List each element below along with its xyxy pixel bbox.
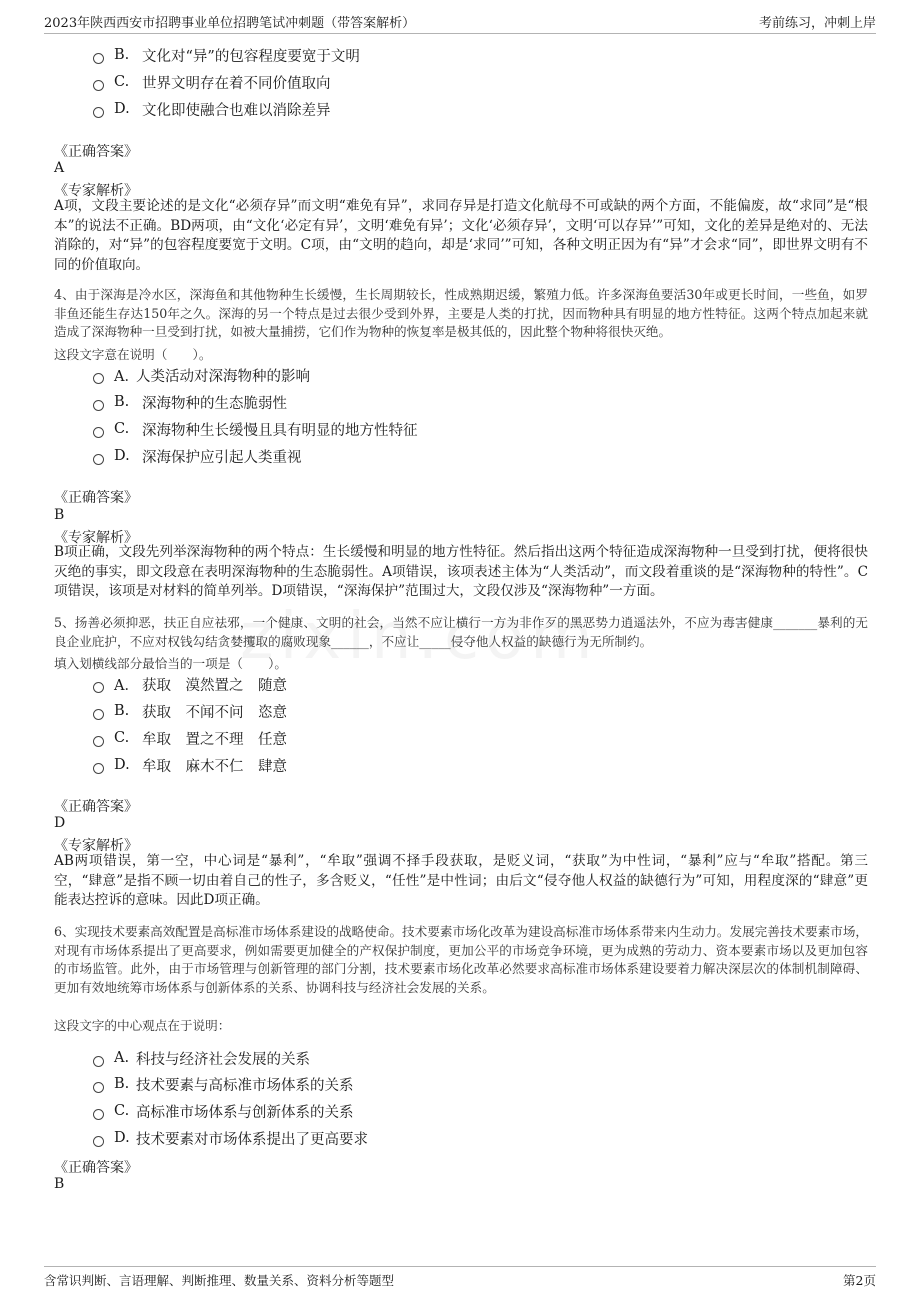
q4-option-b[interactable] (93, 391, 287, 413)
expert-analysis-label: 《专家解析》 (54, 183, 138, 199)
radio-icon[interactable] (93, 427, 104, 438)
radio-icon[interactable] (93, 454, 104, 465)
correct-answer-label: 《正确答案》 (54, 490, 138, 506)
radio-icon[interactable] (93, 53, 104, 64)
option-text: 高标准市场体系与创新体系的关系 (136, 1104, 354, 1121)
q4-option-c[interactable] (93, 418, 418, 440)
q6-option-d[interactable] (93, 1127, 368, 1149)
radio-icon[interactable] (93, 763, 104, 774)
correct-answer-label: 《正确答案》 (54, 1160, 138, 1176)
option-text: 深海物种生长缓慢且具有明显的地方性特征 (142, 422, 418, 439)
option-text: 技术要素对市场体系提出了更高要求 (136, 1131, 368, 1148)
radio-icon[interactable] (93, 1109, 104, 1120)
q4-question: 4、由于深海是冷水区，深海鱼和其他物种生长缓慢，生长周期较长，性成熟期迟缓，繁殖力低。许多深海鱼要活30年或更长时间，一些鱼，如罗非鱼还能生存达150年之久。深海的另一个特点是过去很少受到外界，主要是人类的打扰，因而物种具有明显的地方性特征。这两个特点加起来就造成了深海物种一旦受到打扰，如被大量捕捞，它们作为物种的恢复率是极其低的，因此整个物种将很快灭绝。 (54, 287, 868, 339)
q3-analysis: A项，文段主要论述的是文化“必须存异”而文明“难免有异”，求同存异是打造文化航母不可或缺的两个方面，不能偏废，故“求同”是“根本”的说法不正确。BD两项，由“文化‘必定有异’，文明‘难免有异’；文化‘必须存异’，文明‘可以存异’”可知，文化的差异是绝对的、无法消除的，对“异”的包容程度要宽于文明。C项，由“文明的趋向，却是‘求同’”可知，各种文明正因为有“异”才会求“同”，即世界文明有不同的价值取向。 (54, 198, 868, 273)
option-text: 技术要素与高标准市场体系的关系 (136, 1077, 354, 1094)
q6-option-b[interactable] (93, 1073, 354, 1095)
header-rule (44, 33, 876, 34)
option-letter: B. (114, 703, 130, 719)
correct-answer-label: 《正确答案》 (54, 799, 138, 815)
option-text: 人类活动对深海物种的影响 (136, 368, 310, 385)
option-letter: D. (114, 757, 130, 773)
q5-option-b[interactable] (93, 700, 287, 722)
q4-stem: 这段文字意在说明（ ）。 (54, 347, 212, 362)
q5-question: 5、扬善必须抑恶，扶正自应祛邪，一个健康、文明的社会，当然不应让横行一方为非作歹的黑恶势力逍遥法外，不应为毒害健康_______暴利的无良企业庇护，不应对权钱勾结贪婪攫取的腐败现象______，不应让_____侵夺他人权益的缺德行为无所制约。 (54, 615, 868, 649)
footer-rule (44, 1266, 876, 1267)
q6-question: 6、实现技术要素高效配置是高标准市场体系建设的战略使命。技术要素市场化改革为建设高标准市场体系带来内生动力。发展完善技术要素市场，对现有市场体系提出了更高要求，例如需要更加健全的产权保护制度，更加公平的市场竞争环境，更为成熟的劳动力、资本要素市场以及更加包容的市场监管。此外，由于市场管理与创新管理的部门分割，技术要素市场化改革必然要求高标准市场体系建设要着力解决深层次的体制机制障碍、更加有效地统筹市场体系与创新体系的关系、协调科技与经济社会发展的关系。 (54, 924, 869, 995)
q5-analysis: AB两项错误，第一空，中心词是“暴利”，“牟取”强调不择手段获取，是贬义词，“获取”为中性词，“暴利”应与“牟取”搭配。第三空，“肆意”是指不顾一切由着自己的性子，多含贬义，“任性”是中性词；由后文“侵夺他人权益的缺德行为”可知，用程度深的“肆意”更能表达控诉的意味。因此D项正确。 (54, 853, 868, 908)
q6-option-c[interactable] (93, 1100, 354, 1122)
q4-analysis: B项正确，文段先列举深海物种的两个特点：生长缓慢和明显的地方性特征。然后指出这两个特征造成深海物种一旦受到打扰，便将很快灭绝的事实，即文段意在表明深海物种的生态脆弱性。A项错误，该项表述主体为“人类活动”，而文段着重谈的是“深海物种的特性”。C项错误，该项是对材料的简单列举。D项错误，“深海保护”范围过大，文段仅涉及“深海物种”一方面。 (54, 544, 868, 599)
option-text: 科技与经济社会发展的关系 (136, 1051, 310, 1068)
radio-icon[interactable] (93, 1082, 104, 1093)
q3-option-c[interactable] (93, 71, 331, 93)
option-letter: B. (114, 1076, 130, 1092)
option-text: 牟取 置之不理 任意 (142, 731, 287, 748)
option-letter: B. (114, 47, 130, 63)
option-letter: A． (114, 677, 139, 694)
q4-answer: B (54, 507, 65, 523)
option-text: 牟取 麻木不仁 肆意 (142, 758, 287, 775)
option-letter: C. (114, 730, 130, 746)
option-letter: D. (114, 1130, 130, 1146)
option-letter: C. (114, 1103, 130, 1119)
footer-topics: 含常识判断、言语理解、判断推理、数量关系、资料分析等题型 (44, 1273, 395, 1288)
q5-option-d[interactable] (93, 754, 287, 776)
q3-answer: A (54, 160, 65, 176)
q5-stem: 填入划横线部分最恰当的一项是（ ）。 (54, 656, 287, 671)
option-letter: A． (114, 368, 139, 385)
q4-option-d[interactable] (93, 445, 302, 467)
option-text: 深海保护应引起人类重视 (142, 449, 302, 466)
q3-option-b[interactable] (93, 44, 360, 66)
radio-icon[interactable] (93, 1136, 104, 1147)
document-title: 2023年陕西西安市招聘事业单位招聘笔试冲刺题（带答案解析） (44, 16, 416, 31)
radio-icon[interactable] (93, 373, 104, 384)
option-letter: D. (114, 448, 130, 464)
page-number: 第2页 (843, 1273, 876, 1288)
option-letter: A. (114, 1050, 130, 1066)
expert-analysis-label: 《专家解析》 (54, 838, 138, 854)
q4-option-a[interactable] (93, 364, 310, 386)
radio-icon[interactable] (93, 709, 104, 720)
correct-answer-label: 《正确答案》 (54, 144, 138, 160)
option-text: 文化即使融合也难以消除差异 (142, 102, 331, 119)
radio-icon[interactable] (93, 80, 104, 91)
option-letter: D. (114, 101, 130, 117)
radio-icon[interactable] (93, 1056, 104, 1067)
radio-icon[interactable] (93, 107, 104, 118)
q5-option-c[interactable] (93, 727, 287, 749)
option-text: 获取 漠然置之 随意 (142, 677, 287, 694)
q6-answer: B (54, 1176, 65, 1192)
option-letter: C. (114, 74, 130, 90)
option-text: 获取 不闻不问 恣意 (142, 704, 287, 721)
option-letter: C. (114, 421, 130, 437)
option-text: 深海物种的生态脆弱性 (142, 395, 287, 412)
header-slogan: 考前练习，冲刺上岸 (758, 16, 876, 31)
radio-icon[interactable] (93, 682, 104, 693)
q6-option-a[interactable] (93, 1047, 310, 1069)
option-text: 文化对“异”的包容程度要宽于文明 (142, 48, 360, 65)
q5-answer: D (54, 815, 66, 831)
option-text: 世界文明存在着不同价值取向 (142, 75, 331, 92)
q6-stem: 这段文字的中心观点在于说明： (54, 1018, 231, 1033)
q5-option-a[interactable] (93, 673, 287, 695)
expert-analysis-label: 《专家解析》 (54, 530, 138, 546)
radio-icon[interactable] (93, 400, 104, 411)
radio-icon[interactable] (93, 736, 104, 747)
option-letter: B. (114, 394, 130, 410)
q3-option-d[interactable] (93, 98, 331, 120)
